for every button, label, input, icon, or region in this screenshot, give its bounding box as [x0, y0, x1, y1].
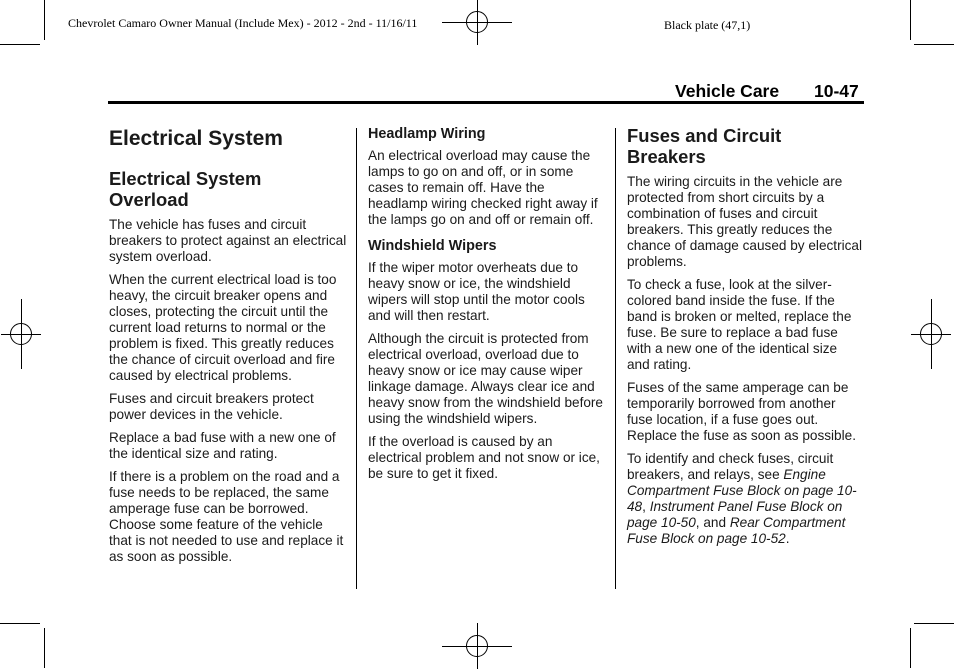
slug-left: Chevrolet Camaro Owner Manual (Include Mex) - 2012 - 2nd - 11/16/11	[68, 16, 418, 30]
section-heading: Electrical System Overload	[109, 168, 262, 210]
subsection-heading: Windshield Wipers	[368, 238, 497, 254]
section-header: Vehicle Care	[675, 81, 780, 101]
column-divider	[356, 128, 357, 589]
paragraph: Fuses and circuit breakers protect power devices in the vehicle.	[109, 391, 314, 422]
paragraph: Fuses of the same amperage can be temporarily borrowed from another fuse location, if a fuse goes out. Replace the fuse as soon as possible.	[627, 380, 856, 443]
slug-right: Black plate (47,1)	[664, 18, 751, 32]
paragraph: To check a fuse, look at the silver-colored band inside the fuse. If the band is broken or melted, replace the fuse. Be sure to replace a bad fuse with a new one of the identical size and rating.	[627, 277, 852, 372]
paragraph: Although the circuit is protected from electrical overload, overload due to heavy snow or ice may cause wiper linkage damage. Always clear ice and heavy snow from the windshield before using the windshield wipers.	[368, 331, 603, 426]
subsection-heading: Headlamp Wiring	[368, 126, 486, 142]
page-title: Electrical System	[109, 127, 283, 150]
column-2	[368, 125, 608, 489]
paragraph: Replace a bad fuse with a new one of the identical size and rating.	[109, 430, 336, 461]
header-rule	[108, 101, 864, 104]
separator: .	[785, 531, 790, 546]
paragraph: If there is a problem on the road and a fuse needs to be replaced, the same amperage fuse can be borrowed. Choose some feature of the vehicle that is not needed to use and replace it as soon as possible.	[109, 469, 344, 564]
column-divider	[615, 128, 616, 589]
cross-reference-link[interactable]: Instrument Panel Fuse Block on page 10-50	[627, 499, 843, 530]
cross-reference-link[interactable]: Engine Compartment Fuse Block on page 10-48	[627, 467, 857, 514]
cross-reference-link[interactable]: Rear Compartment Fuse Block on page 10-52	[627, 515, 846, 546]
paragraph	[627, 451, 863, 547]
paragraph: When the current electrical load is too heavy, the circuit breaker opens and closes, protecting the circuit until the current load returns to normal or the problem is fixed. This greatly reduces the chance of circuit overload and fire caused by electrical problems.	[109, 272, 337, 383]
paragraph: If the wiper motor overheats due to heavy snow or ice, the windshield wipers will stop until the motor cools and will then restart.	[368, 260, 585, 323]
paragraph: If the overload is caused by an electrical problem and not snow or ice, be sure to get it fixed.	[368, 434, 600, 481]
page-number: 10-47	[814, 81, 859, 101]
section-heading: Fuses and Circuit Breakers	[627, 125, 782, 167]
column-1	[109, 125, 349, 572]
separator: , and	[695, 515, 730, 530]
paragraph-text: To identify and check fuses, circuit breakers, and relays, see	[627, 451, 834, 482]
paragraph: The wiring circuits in the vehicle are protected from short circuits by a combination of fuses and circuit breakers. This greatly reduces the chance of damage caused by electrical problems.	[627, 174, 863, 269]
separator: ,	[642, 499, 650, 514]
paragraph: An electrical overload may cause the lamps to go on and off, or in some cases to remain off. Have the headlamp wiring checked right away if the lamps go on and off or remain off.	[368, 148, 598, 227]
paragraph: The vehicle has fuses and circuit breakers to protect against an electrical system overload.	[109, 217, 347, 264]
column-3	[627, 125, 863, 554]
